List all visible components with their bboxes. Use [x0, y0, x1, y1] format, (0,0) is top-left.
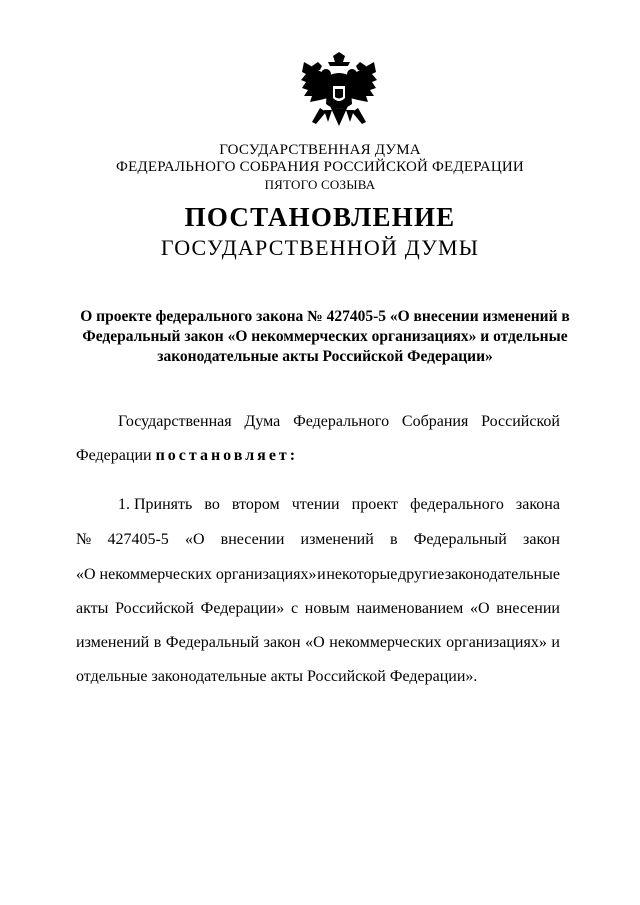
word: Государственная: [118, 413, 232, 430]
word: акты: [76, 600, 109, 617]
item-line: [76, 633, 560, 653]
word: Российской: [115, 600, 194, 617]
word: Федерации»: [200, 600, 285, 617]
convocation-line: ПЯТОГО СОЗЫВА: [264, 177, 376, 192]
word: 427405-5: [107, 531, 169, 548]
word: Федеральный: [165, 634, 260, 651]
word: Федерального: [293, 413, 390, 430]
word: законодательные: [444, 566, 560, 583]
word: Собрания: [401, 413, 469, 430]
word: некоммерческих: [329, 634, 442, 651]
subject-line: О проекте федерального закона № 427405-5 «О внесении изменений в: [80, 308, 570, 325]
word: федерального: [410, 496, 504, 513]
word: изменений: [300, 531, 374, 548]
org-name-line1: ГОСУДАРСТВЕННАЯ ДУМА: [219, 142, 421, 158]
word: закон: [523, 531, 560, 548]
word: 1. Принять: [118, 496, 193, 513]
item-line: [76, 530, 560, 550]
word: Федеральный: [413, 531, 507, 548]
item-line: [76, 599, 560, 619]
word: закона: [515, 496, 560, 513]
word: другие: [398, 566, 445, 583]
document-subtitle: ГОСУДАРСТВЕННОЙ ДУМЫ: [160, 235, 480, 260]
word: внесении: [220, 531, 285, 548]
word: закон: [263, 634, 301, 651]
word: и: [551, 634, 560, 651]
word: во: [204, 496, 220, 513]
word: проект: [351, 496, 399, 513]
item-line: [118, 495, 560, 515]
word: в: [153, 634, 162, 651]
preamble-line: [76, 446, 298, 466]
word: «О некоммерческих организациях»: [76, 566, 317, 583]
word: изменений: [76, 634, 150, 651]
word: Дума: [244, 413, 281, 430]
item-line: [76, 565, 560, 585]
word: в: [389, 531, 398, 548]
word: «О: [184, 531, 205, 548]
subject-line: законодательные акты Российской Федерации»: [157, 348, 493, 365]
word: Федерации: [76, 447, 152, 464]
preamble-line: [118, 412, 560, 432]
word: втором: [231, 496, 280, 513]
org-name-line2: ФЕДЕРАЛЬНОГО СОБРАНИЯ РОССИЙСКОЙ ФЕДЕРАЦИИ: [116, 159, 524, 175]
word: и: [317, 566, 326, 583]
word: организациях»: [446, 634, 547, 651]
subject-line: Федеральный закон «О некоммерческих организациях» и отдельные: [82, 328, 568, 345]
russian-coat-of-arms-icon: [298, 52, 380, 134]
word: некоторые: [326, 566, 398, 583]
word: чтении: [291, 496, 340, 513]
word: новым: [304, 600, 350, 617]
word: «О: [469, 600, 490, 617]
document-title: ПОСТАНОВЛЕНИЕ: [184, 202, 456, 232]
word: наименованием: [356, 600, 464, 617]
word: внесении: [496, 600, 560, 617]
resolution-verb: постановляет:: [155, 447, 299, 464]
word: с: [290, 600, 299, 617]
word: №: [76, 531, 92, 548]
word: Российской: [481, 413, 560, 430]
item-line: отдельные законодательные акты Российской Федерации».: [76, 668, 478, 685]
word: «О: [305, 634, 325, 651]
